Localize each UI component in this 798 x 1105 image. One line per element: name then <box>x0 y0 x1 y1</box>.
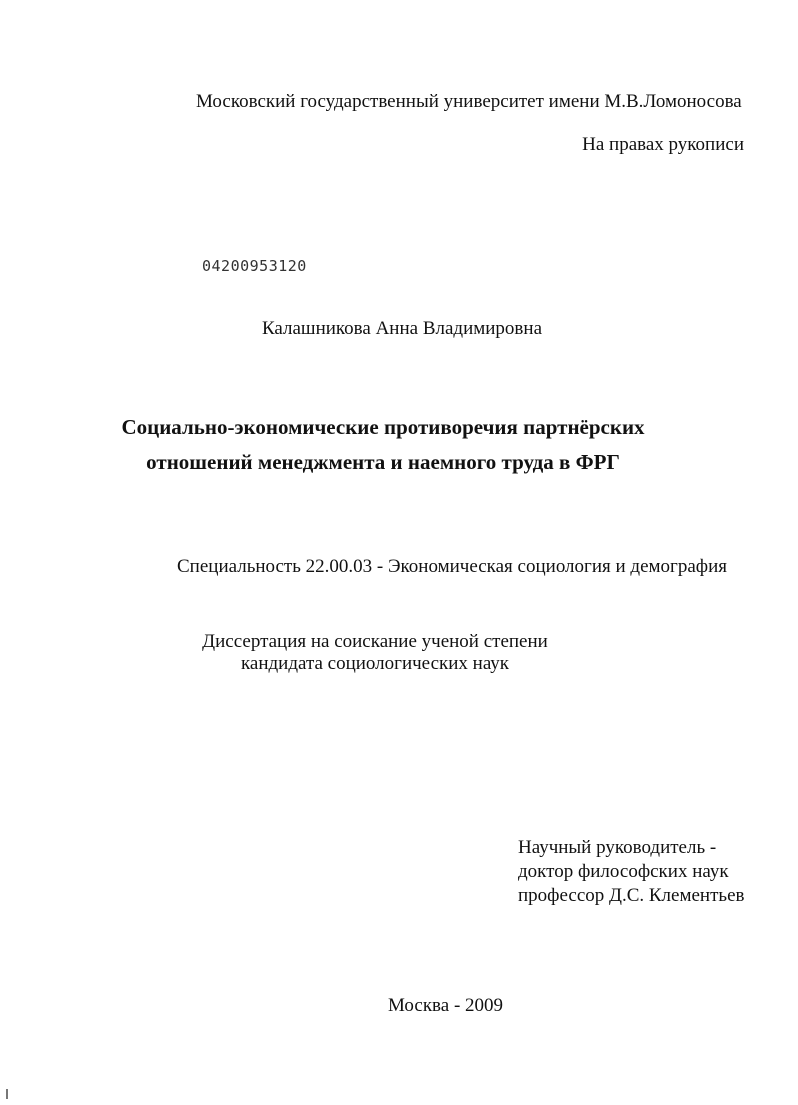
degree-line-2: кандидата социологических наук <box>240 653 510 674</box>
supervisor-line-2: доктор философских наук <box>518 861 729 882</box>
dissertation-title <box>0 410 798 480</box>
title-line-2: отношений менеджмента и наемного труда в ФРГ <box>146 450 620 474</box>
title-line-1: Социально-экономические противоречия партнёрских <box>121 415 645 439</box>
author-name: Калашникова Анна Владимировна <box>262 318 542 339</box>
specialty: Специальность 22.00.03 - Экономическая социология и демография <box>177 556 727 577</box>
university-name: Московский государственный университет имени М.В.Ломоносова <box>196 91 742 112</box>
catalog-code-stamp: 04200953120 <box>202 257 307 275</box>
supervisor-block <box>518 836 744 908</box>
degree-statement <box>0 631 798 675</box>
supervisor-line-1: Научный руководитель - <box>518 837 717 858</box>
rights-note: На правах рукописи <box>582 134 744 155</box>
scan-mark <box>6 1089 8 1099</box>
city-year: Москва - 2009 <box>388 995 504 1016</box>
supervisor-line-3: профессор Д.С. Клементьев <box>518 885 745 906</box>
degree-line-1: Диссертация на соискание ученой степени <box>202 631 548 652</box>
